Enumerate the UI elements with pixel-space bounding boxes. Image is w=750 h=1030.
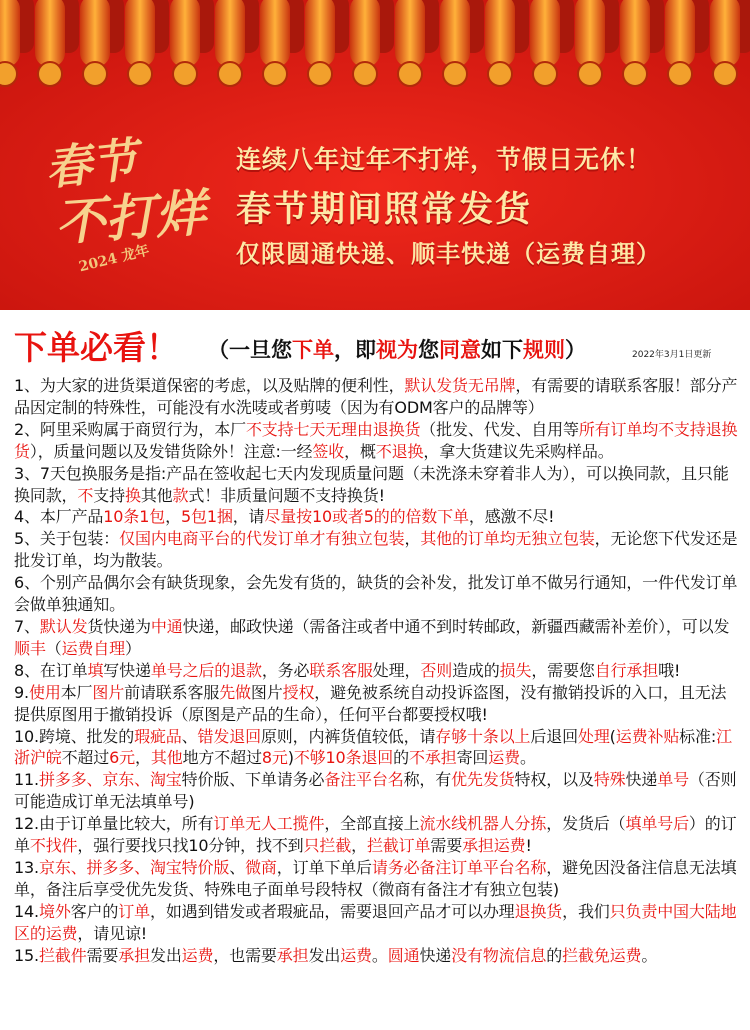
rules-list — [14, 375, 742, 966]
rule-item — [14, 506, 742, 528]
rule-item — [14, 769, 742, 813]
rule-text: ，务必 — [261, 660, 310, 680]
rule-highlight: 运费 — [488, 748, 520, 768]
tile-end-icon — [0, 62, 17, 86]
rule-text: ，感激不尽! — [468, 507, 555, 527]
rule-highlight: 不够10条退回 — [293, 748, 394, 768]
rule-highlight: 运费补贴 — [615, 726, 680, 746]
rule-text: 9. — [14, 682, 29, 702]
rule-highlight: 填 — [87, 660, 104, 680]
rule-text: 、 — [229, 857, 246, 877]
logo-not-closed: 不打烊 — [53, 182, 208, 253]
rule-text: ），质量问题以及发错货除外！注意:一经 — [29, 441, 313, 461]
rule-item — [14, 945, 742, 967]
rule-text: 其他 — [140, 485, 173, 505]
tile-end-icon — [443, 62, 467, 86]
rule-highlight: 其他的订单均无独立包装 — [420, 529, 595, 549]
rule-highlight: 8元 — [261, 748, 288, 768]
tile-end-icon — [263, 62, 287, 86]
rule-text: 2、阿里采购属于商贸行为，本厂 — [14, 419, 246, 439]
rule-highlight: 存够十条以上 — [435, 726, 531, 746]
subtitle-segment: 规则 — [523, 338, 565, 362]
rule-text: 。 — [519, 748, 536, 768]
roof-tile — [440, 0, 470, 67]
rule-text: ，避免被系统自动投诉盗图，没有撤销投诉的入口，且无法提供原图用于撤销投诉（原图是产品的生命），任何平台都要授权哦! — [14, 682, 727, 724]
rule-text: ，全部直接上 — [324, 814, 420, 834]
rule-text: 12.由于订单量比较大，所有 — [14, 814, 214, 834]
roof-tile — [125, 0, 155, 67]
page-subtitle — [208, 334, 586, 364]
rule-highlight: 单号 — [657, 770, 689, 790]
rule-highlight: 揽件 — [292, 814, 325, 834]
rule-text: 3、7天包换服务是指:产品在签收起七天内发现质量问题（未洗涤未穿着非人为），可以换同款，且只能换同款， — [14, 463, 729, 505]
rule-item — [14, 660, 742, 682]
roof-tile — [170, 0, 200, 67]
rule-highlight: 不 — [77, 485, 94, 505]
subtitle-segment: 视为 — [376, 338, 418, 362]
rule-text: 发出 — [149, 945, 182, 965]
rule-text: 处理， — [372, 660, 421, 680]
banner-line-3: 仅限圆通快递、顺丰快递（运费自理） — [236, 240, 661, 268]
rule-text: 快递 — [419, 945, 452, 965]
rule-highlight: 没有物流信息 — [451, 945, 547, 965]
rule-highlight: 圆通 — [387, 945, 420, 965]
rule-text: 。 — [641, 945, 658, 965]
rule-item — [14, 528, 742, 572]
subtitle-segment: （一旦您 — [208, 338, 292, 362]
rule-text: 客户的 — [70, 901, 119, 921]
logo-spring-festival: 春节 — [42, 132, 140, 196]
rule-text: ，我们 — [562, 901, 610, 921]
rule-highlight: 换 — [124, 485, 141, 505]
rule-highlight: 运费 — [181, 945, 214, 965]
rule-highlight: 境外 — [39, 901, 71, 921]
rule-highlight: 运费自理 — [61, 638, 125, 658]
rule-text: ， — [135, 748, 151, 768]
rule-text: ， — [351, 836, 367, 856]
rule-text: 7、 — [14, 616, 40, 636]
rule-text: ，请见谅! — [77, 923, 148, 943]
roof-tile — [395, 0, 425, 67]
rule-highlight: 不支持七天无理由退换货 — [245, 419, 421, 439]
rule-text: 5、关于包装： — [14, 529, 120, 549]
rule-text: 14. — [14, 901, 39, 921]
banner-line-1: 连续八年过年不打烊，节假日无休！ — [236, 145, 653, 174]
rule-item — [14, 463, 742, 507]
rule-text: 式！非质量问题不支持换货! — [188, 485, 385, 505]
rule-item — [14, 726, 742, 770]
rule-text: 需要 — [430, 836, 463, 856]
rule-item — [14, 572, 742, 616]
rule-highlight: 江浙沪皖 — [14, 726, 732, 768]
rule-highlight: 6元 — [109, 748, 136, 768]
rule-highlight: 备注平台名 — [324, 770, 404, 790]
roof-tile — [530, 0, 560, 67]
rule-text: 15. — [14, 945, 39, 965]
rule-text: ，概 — [344, 441, 376, 461]
rule-text: 快递，邮政快递（需备注或者中通不到时转邮政，新疆西藏需补差价），可以发 — [182, 616, 730, 636]
rule-text: 11. — [14, 770, 39, 790]
rule-highlight: 授权 — [282, 682, 315, 702]
rule-highlight: 请务必备注订单平台名称 — [371, 857, 547, 877]
subtitle-segment: 您 — [418, 338, 439, 362]
roof-tile — [215, 0, 245, 67]
rule-text: ) — [287, 748, 294, 768]
rule-highlight: 填单号后 — [625, 814, 689, 834]
banner-line-2: 春节期间照常发货 — [236, 190, 533, 230]
rule-highlight: 只拦截 — [303, 836, 352, 856]
rule-text: 、 — [181, 726, 198, 746]
rule-highlight: 流水线机器人分拣 — [419, 814, 547, 834]
rule-highlight: 否则 — [420, 660, 453, 680]
rule-highlight: 10条1包 — [103, 507, 166, 527]
rule-text: 4、本厂产品 — [14, 507, 104, 527]
rule-text: ）的订单 — [14, 814, 737, 856]
rule-highlight: 不退换 — [375, 441, 424, 461]
rule-highlight: 联系客服 — [309, 660, 373, 680]
rule-text: 原则，内裤货值较低，请 — [260, 726, 436, 746]
rule-item — [14, 901, 742, 945]
rule-highlight: 只负责中国大陆地区的运费 — [14, 901, 737, 943]
rule-highlight: 款 — [172, 485, 189, 505]
rule-text: 的 — [546, 945, 563, 965]
rule-highlight: 特殊 — [593, 770, 626, 790]
rule-text: 标准: — [679, 726, 717, 746]
roof-tile — [710, 0, 740, 67]
rule-text: （批发、代发、自用等 — [420, 419, 579, 439]
roof-tile — [350, 0, 380, 67]
rule-item — [14, 419, 742, 463]
rule-item — [14, 682, 742, 726]
roof-tile — [620, 0, 650, 67]
rule-text: ，如遇到错发或者瑕疵品，需要退回产品才可以办理 — [149, 901, 515, 921]
rule-highlight: 退换货 — [514, 901, 563, 921]
rule-text: 8、在订单 — [14, 660, 88, 680]
rule-highlight: 仅国内电商平台的代发订单才有独立包装 — [119, 529, 405, 549]
rule-text: 发出 — [308, 945, 341, 965]
rule-highlight: 尽量按10或者5的的倍数下单 — [264, 507, 469, 527]
rule-highlight: 处理 — [577, 726, 610, 746]
rule-text: ，也需要 — [213, 945, 277, 965]
rule-highlight: 订单 — [118, 901, 150, 921]
rule-highlight: 承担运费 — [462, 836, 526, 856]
rule-highlight: 之后的退款 — [182, 660, 262, 680]
subtitle-segment: 如下 — [481, 338, 523, 362]
roof-tile — [80, 0, 110, 67]
rule-text: ，有需要的请联系客服！部分产品因定制的特殊性，可能没有水洗唛或者剪唛（因为有ODM客户的品牌等） — [14, 376, 738, 417]
tile-end-icon — [398, 62, 422, 86]
subtitle-segment: 下单 — [292, 338, 334, 362]
rule-text: 特价版、下单请务必 — [181, 770, 325, 790]
rule-text: 快递 — [625, 770, 658, 790]
rule-text: 称，有 — [403, 770, 452, 790]
tile-end-icon — [578, 62, 602, 86]
rule-highlight: 自行承担 — [594, 660, 659, 680]
tile-end-icon — [173, 62, 197, 86]
rule-text: ， — [404, 529, 421, 549]
page-title: 下单必看！ — [14, 328, 179, 367]
rule-highlight: 错发退回 — [197, 726, 261, 746]
roof-tile — [0, 0, 20, 67]
rule-text: 不超过 — [61, 748, 110, 768]
tile-end-icon — [353, 62, 377, 86]
logo-year: 2024 龙年 — [77, 242, 151, 276]
tile-end-icon — [128, 62, 152, 86]
rule-highlight: 单号 — [150, 660, 183, 680]
roof-tile — [485, 0, 515, 67]
rule-text: ! — [525, 836, 532, 856]
rule-highlight: 订单无人工 — [213, 814, 293, 834]
rule-highlight: 运费 — [340, 945, 372, 965]
tile-end-icon — [668, 62, 692, 86]
subtitle-segment: ，即 — [334, 338, 376, 362]
rule-text: 特权，以及 — [514, 770, 594, 790]
tile-end-icon — [623, 62, 647, 86]
rule-text: ( — [609, 726, 616, 746]
rule-highlight: 拦截免运费 — [562, 945, 642, 965]
tile-end-icon — [83, 62, 107, 86]
banner — [0, 0, 750, 310]
rule-highlight: 中通 — [150, 616, 183, 636]
rule-highlight: 微商 — [245, 857, 277, 877]
rule-highlight: 承担 — [276, 945, 309, 965]
tile-end-icon — [308, 62, 332, 86]
roof-tile — [260, 0, 290, 67]
rule-text: 本厂 — [60, 682, 93, 702]
rule-text: 的 — [393, 748, 409, 768]
rule-highlight: 先做 — [219, 682, 251, 702]
rule-highlight: 顺丰 — [14, 638, 46, 658]
rule-highlight: 签收 — [312, 441, 345, 461]
rule-text: ，订单下单后 — [276, 857, 372, 877]
rule-highlight: 拦截件 — [39, 945, 87, 965]
rule-text: 前请联系客服 — [124, 682, 220, 702]
roof-tile — [575, 0, 605, 67]
subtitle-segment: ） — [565, 338, 586, 362]
rule-highlight: 默认发 — [39, 616, 88, 636]
rule-text: 1、为大家的进货渠道保密的考虑，以及贴牌的便利性， — [14, 376, 405, 395]
rule-text: （否则可能造成订单无法填单号) — [14, 770, 737, 812]
rule-text: （ — [45, 638, 62, 658]
rule-text: 6、个别产品偶尔会有缺货现象，会先发有货的，缺货的会补发，批发订单不做另行通知，一件代发订单会做单独通知。 — [14, 573, 738, 615]
rule-highlight: 默认发货无吊牌 — [404, 376, 516, 395]
rule-text: 造成的 — [452, 660, 500, 680]
tile-end-icon — [713, 62, 737, 86]
rule-text: 。 — [371, 945, 388, 965]
rule-text: 10.跨境、批发的 — [14, 726, 135, 746]
update-date: 2022年3月1日更新 — [632, 350, 712, 360]
rule-text: 地方不超过 — [182, 748, 262, 768]
rule-highlight: 使用 — [28, 682, 61, 702]
rule-highlight: 不承担 — [409, 748, 457, 768]
tile-end-icon — [533, 62, 557, 86]
roof-tile — [665, 0, 695, 67]
rule-text: 后退回 — [530, 726, 578, 746]
tile-end-icon — [38, 62, 62, 86]
rule-text: ，避免因没备注信息无法填单，备注后享受优先发货、特殊电子面单号段特权（微商有备注才有独立包装) — [14, 857, 737, 899]
rule-text: ， — [165, 507, 181, 527]
rule-item — [14, 813, 742, 857]
rule-text: 哦! — [658, 660, 681, 680]
rule-highlight: 承担 — [118, 945, 150, 965]
rule-text: ） — [124, 638, 141, 658]
rule-highlight: 京东、拼多多、淘宝特价版 — [39, 857, 230, 877]
tile-end-icon — [218, 62, 242, 86]
rule-highlight: 图片 — [92, 682, 125, 702]
subtitle-segment: 同意 — [439, 338, 481, 362]
rule-item — [14, 616, 742, 660]
rule-text: 13. — [14, 857, 39, 877]
rule-highlight: 不找件 — [29, 836, 78, 856]
rule-text: 图片 — [250, 682, 283, 702]
roof-tile — [35, 0, 65, 67]
rule-text: 需要 — [86, 945, 119, 965]
rule-highlight: 优先发货 — [451, 770, 515, 790]
rule-highlight: 瑕疵品 — [134, 726, 182, 746]
roof-tile — [305, 0, 335, 67]
rule-highlight: 拼多多、京东、淘宝 — [39, 770, 182, 790]
rule-text: 寄回 — [456, 748, 489, 768]
rule-text: ，无论您下代发还是批发订单，均为散装。 — [14, 529, 738, 571]
rule-text: 支持 — [93, 485, 125, 505]
rule-highlight: 其他 — [150, 748, 183, 768]
rule-text: ，拿大货建议先采购样品。 — [423, 441, 614, 461]
rule-item — [14, 857, 742, 901]
rule-text: ，需要您 — [531, 660, 595, 680]
rule-item — [14, 375, 742, 419]
rule-highlight: 拦截订单 — [366, 836, 431, 856]
rule-text: 写快递 — [103, 660, 151, 680]
rule-highlight: 所有订单均不支持退换货 — [14, 419, 738, 461]
rule-highlight: 损失 — [499, 660, 532, 680]
rule-text: ，强行要找只找10分钟，找不到 — [77, 836, 304, 856]
tile-end-icon — [488, 62, 512, 86]
rule-text: ，发货后（ — [546, 814, 626, 834]
rule-text: ，请 — [232, 507, 265, 527]
rule-text: 货快递为 — [87, 616, 151, 636]
rule-highlight: 5包1捆 — [180, 507, 233, 527]
